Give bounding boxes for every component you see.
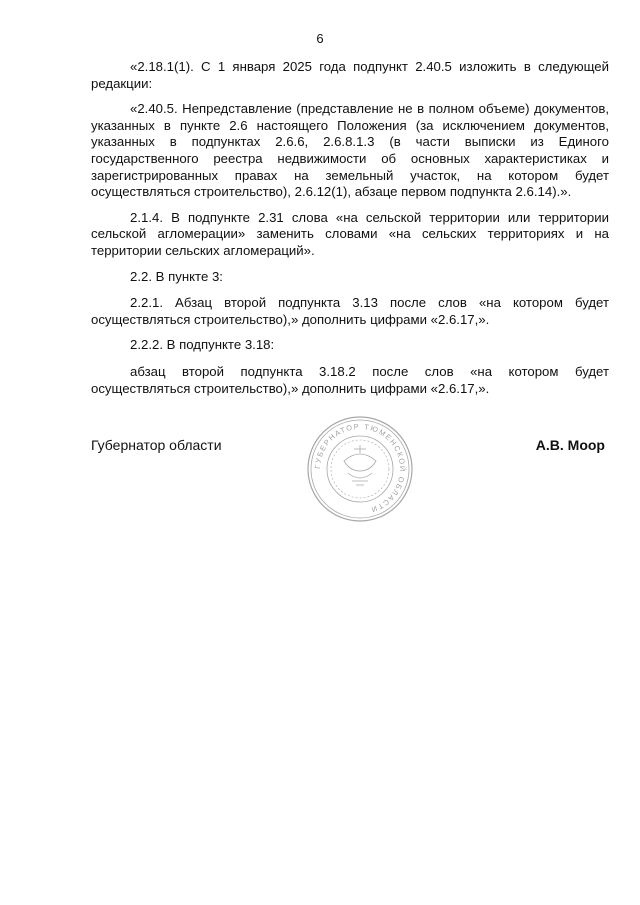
paragraph-2-2: 2.2. В пункте 3: (130, 268, 223, 284)
official-seal-icon (306, 415, 414, 523)
paragraph-2-40-5: «2.40.5. Непредставление (представление не в полном объеме) документов, указанных в пункте 2.6 настоящего Положения (за исключением документов, указанных в подпунктах 2.6.6, 2.6.8.1.3 (в части выписки из Единого государственного реестра недвижимости об основных характеристиках и зарегистрированных правах на земельный участок, на котором будет осуществляться строительство), 2.6.12(1), абзаце первом подпункта 2.6.14).». (91, 101, 609, 200)
document-body (91, 59, 609, 406)
paragraph-3-18-2: абзац второй подпункта 3.18.2 после слов «на котором будет осуществляться строительство),» дополнить цифрами «2.6.17,». (91, 363, 609, 396)
paragraph-2-2-1: 2.2.1. Абзац второй подпункта 3.13 после слов «на котором будет осуществляться строительство),» дополнить цифрами «2.6.17,». (91, 295, 609, 327)
signatory-name: А.В. Моор (535, 437, 605, 453)
paragraph-2-1-4: 2.1.4. В подпункте 2.31 слова «на сельской территории или территории сельской агломерации» заменить словами «на сельских территориях и на территории сельских агломераций». (91, 209, 609, 258)
signatory-title: Губернатор области (91, 437, 222, 453)
paragraph-2-18-1-1: «2.18.1(1). С 1 января 2025 года подпункт 2.40.5 изложить в следующей редакции: (91, 59, 609, 91)
page-number: 6 (316, 31, 324, 46)
paragraph-2-2-2: 2.2.2. В подпункте 3.18: (130, 337, 275, 353)
seal-ring-text: ГУБЕРНАТОР ТЮМЕНСКОЙ ОБЛАСТИ (312, 421, 408, 515)
